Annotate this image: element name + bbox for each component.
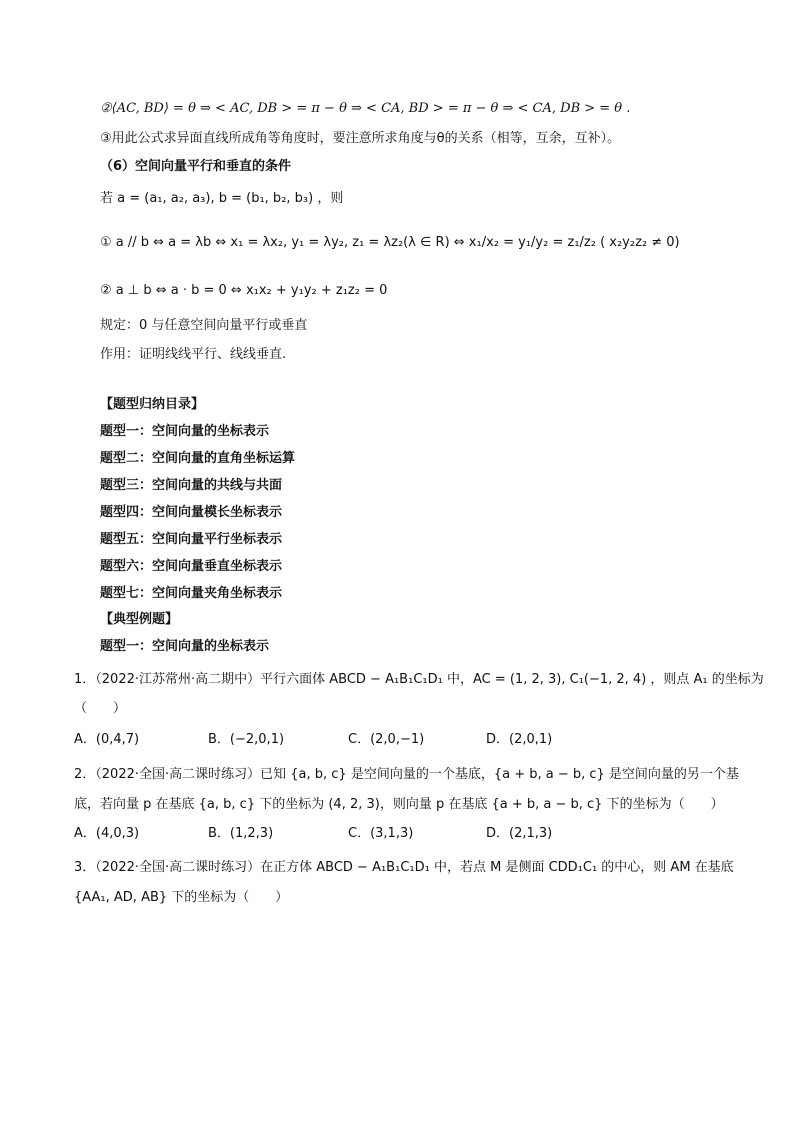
question-2-option-b: B．(1,2,3) [208, 826, 274, 841]
question-2-line-1: 2．（2022·全国·高二课时练习）已知 {a, b, c} 是空间向量的一个基底，{a + b, a − b, c} 是空间向量的另一个基 [74, 767, 739, 782]
condition-parallel: ① a // b ⇔ a = λb ⇔ x₁ = λx₂, y₁ = λy₂, z₁ = λz₂(λ ∈ R) ⇔ x₁/x₂ = y₁/y₂ = z₁/z₂ ( x₂y₂z₂ ≠ 0) [100, 235, 680, 250]
question-1-option-c: C．(2,0,−1) [348, 732, 425, 747]
catalog-item: 题型四：空间向量模长坐标表示 [100, 505, 283, 520]
question-3-line-1: 3．（2022·全国·高二课时练习）在正方体 ABCD − A₁B₁C₁D₁ 中，若点 M 是侧面 CDD₁C₁ 的中心，则 AM 在基底 [74, 860, 734, 875]
section-heading-parallel-perpendicular: （6）空间向量平行和垂直的条件 [100, 159, 292, 174]
rule-zero-vector: 规定：0 与任意空间向量平行或垂直 [100, 318, 308, 333]
catalog-item: 题型一：空间向量的坐标表示 [100, 424, 270, 439]
given-vectors: 若 a = (a₁, a₂, a₃), b = (b₁, b₂, b₃) ，则 [100, 191, 344, 206]
catalog-item: 题型五：空间向量平行坐标表示 [100, 532, 283, 547]
question-1-line-2: （ ） [74, 701, 127, 716]
formula-angle-relations: ②⟨AC, BD⟩ = θ ⇒ < AC, DB > = π − θ ⇒ < CA, BD > = π − θ ⇒ < CA, DB > = θ . [100, 101, 631, 116]
note-angle-caution: ③用此公式求异面直线所成角等角度时，要注意所求角度与θ的关系（相等，互余，互补）。 [100, 131, 621, 146]
question-1-option-a: A．(0,4,7) [74, 732, 140, 747]
catalog-item: 题型三：空间向量的共线与共面 [100, 478, 283, 493]
question-2-option-a: A．(4,0,3) [74, 826, 140, 841]
question-1-option-d: D．(2,0,1) [486, 732, 553, 747]
condition-perpendicular: ② a ⊥ b ⇔ a · b = 0 ⇔ x₁x₂ + y₁y₂ + z₁z₂ = 0 [100, 283, 388, 298]
catalog-heading: 【题型归纳目录】 [100, 397, 205, 412]
examples-heading: 【典型例题】 [100, 612, 179, 627]
example-type-heading: 题型一：空间向量的坐标表示 [100, 639, 270, 654]
question-2-option-d: D．(2,1,3) [486, 826, 553, 841]
question-1-option-b: B．(−2,0,1) [208, 732, 285, 747]
question-3-line-2: {AA₁, AD, AB} 下的坐标为（ ） [74, 890, 289, 905]
catalog-item: 题型六：空间向量垂直坐标表示 [100, 559, 283, 574]
question-2-option-c: C．(3,1,3) [348, 826, 414, 841]
catalog-item: 题型二：空间向量的直角坐标运算 [100, 451, 296, 466]
question-2-line-2: 底，若向量 p 在基底 {a, b, c} 下的坐标为 (4, 2, 3)，则向量 p 在基底 {a + b, a − b, c} 下的坐标为（ ） [74, 797, 724, 812]
question-1-line-1: 1．（2022·江苏常州·高二期中）平行六面体 ABCD − A₁B₁C₁D₁ 中，AC = (1, 2, 3), C₁(−1, 2, 4) ，则点 A₁ 的坐标为 [74, 672, 764, 687]
catalog-item: 题型七：空间向量夹角坐标表示 [100, 586, 283, 601]
usage-note: 作用：证明线线平行、线线垂直. [100, 347, 287, 362]
